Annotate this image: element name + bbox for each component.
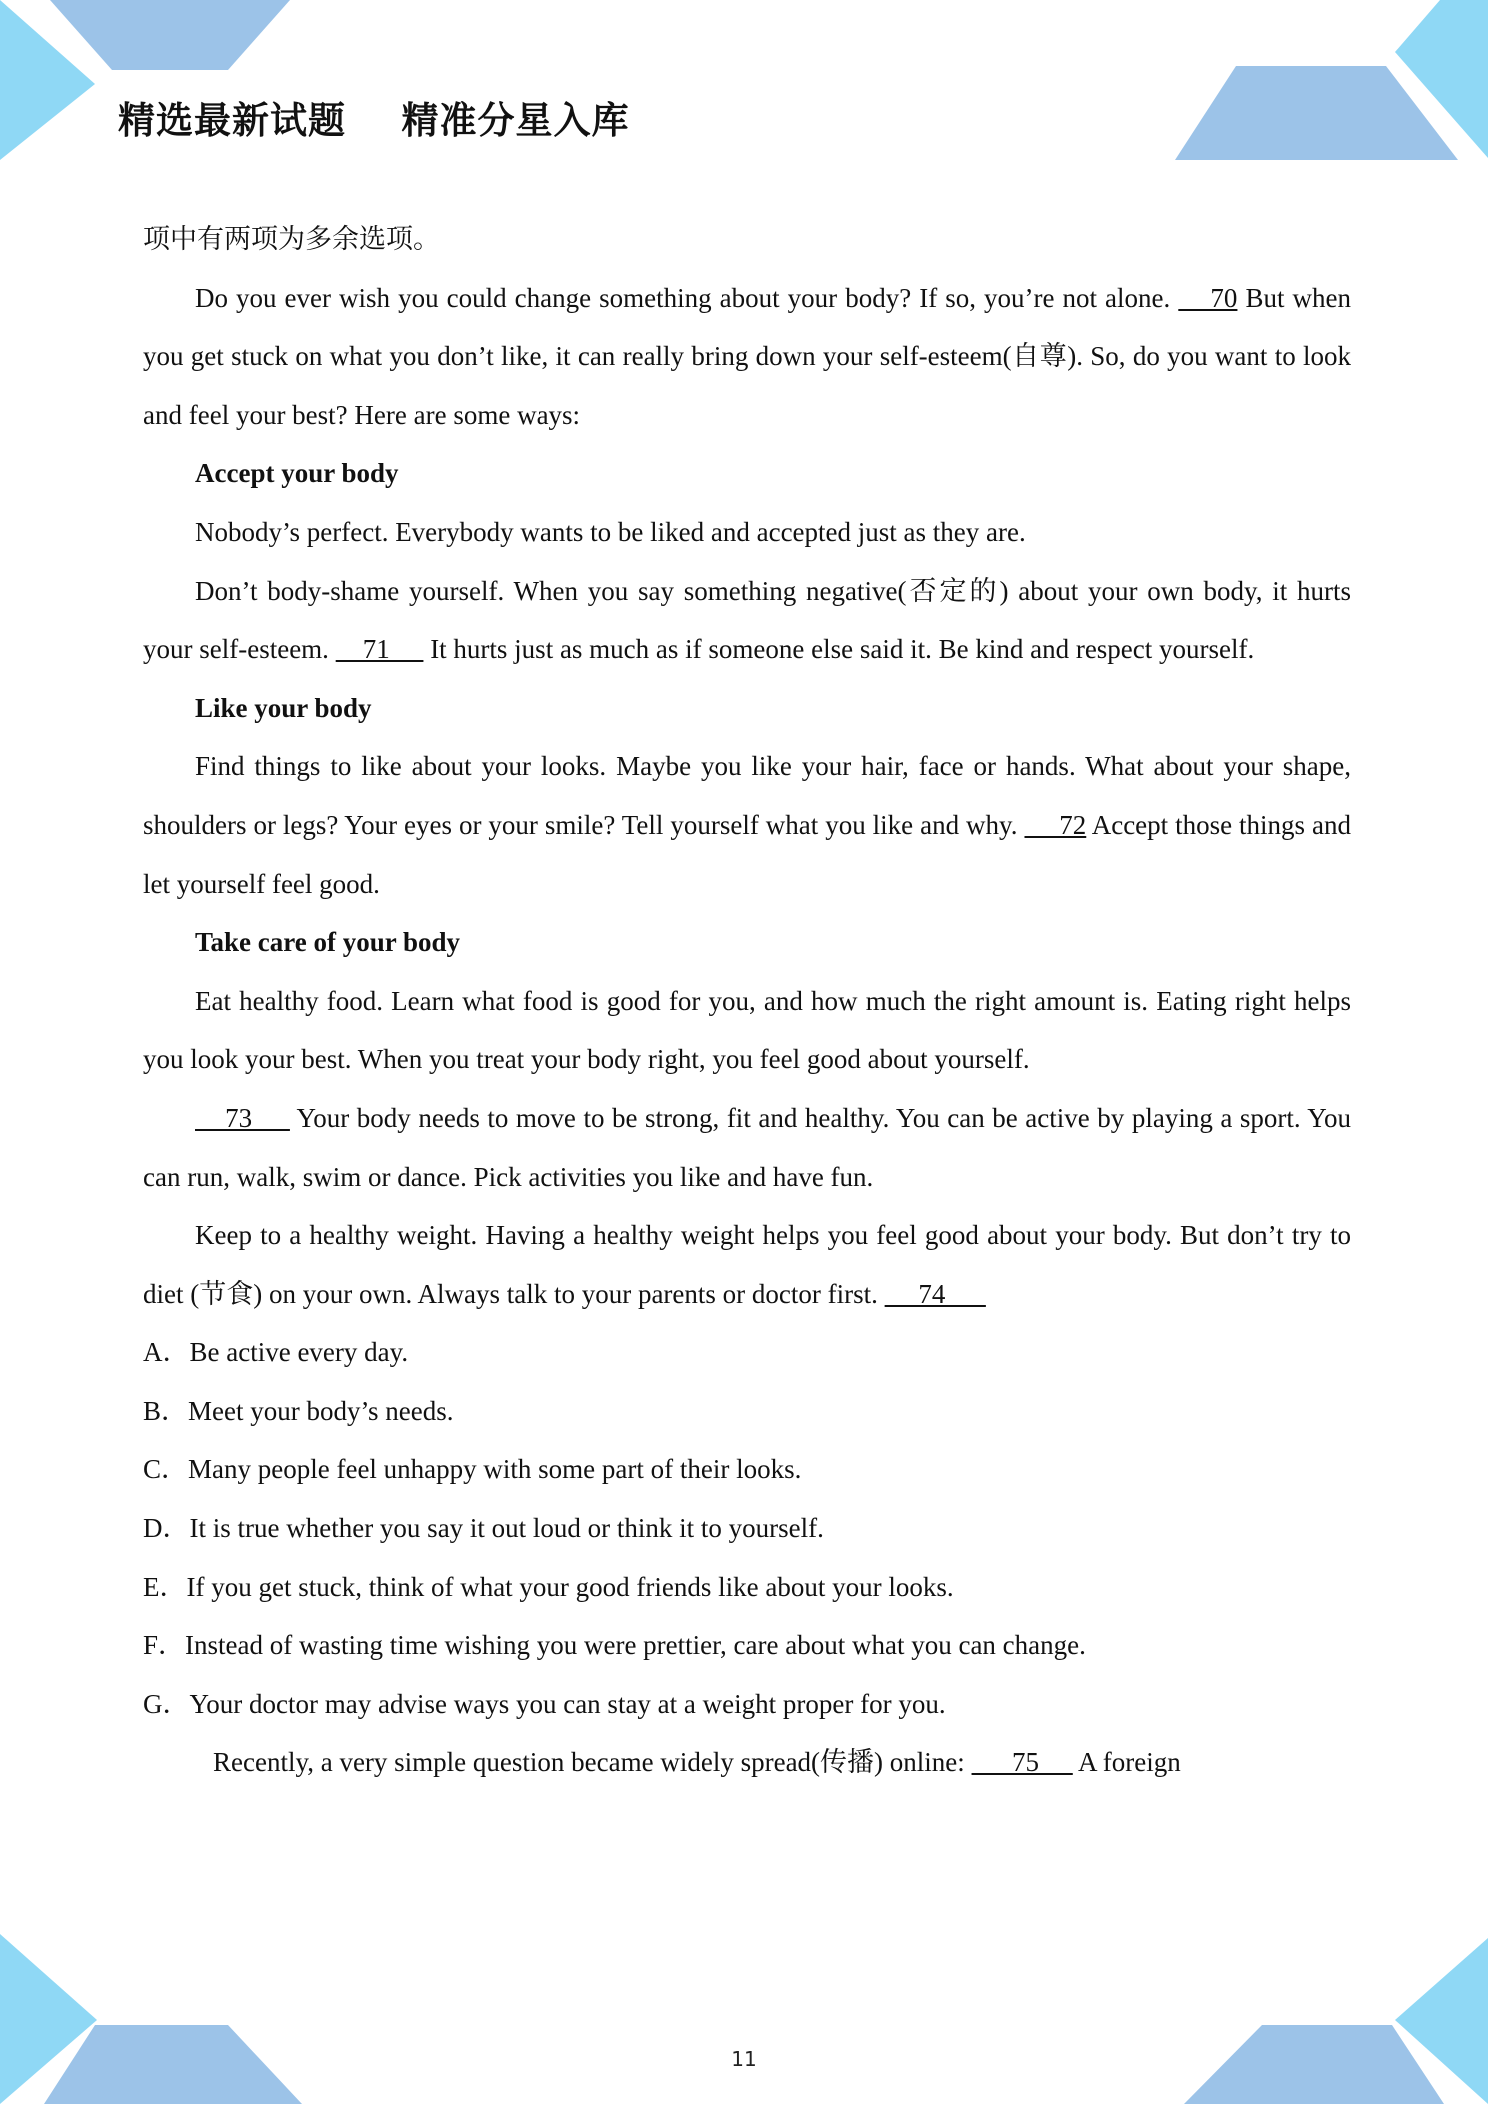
answer-blank: 73: [195, 1102, 290, 1133]
document-body: [143, 210, 1351, 1792]
answer-option: D．It is true whether you say it out loud or think it to yourself.: [143, 1513, 824, 1544]
answer-option: B．Meet your body’s needs.: [143, 1395, 454, 1426]
paragraph: [143, 1206, 1351, 1323]
paragraph: [143, 737, 1351, 913]
bottom-left-triangle: [0, 1934, 97, 2104]
text-run: It hurts just as much as if someone else said it. Be kind and respect yourself.: [423, 634, 1255, 665]
bottom-right-triangle: [1395, 1938, 1488, 2104]
answer-blank: 70: [1178, 282, 1238, 313]
top-right-trapezoid: [1175, 66, 1458, 160]
answer-option: C．Many people feel unhappy with some part of their looks.: [143, 1454, 802, 1485]
text-run: A foreign: [1072, 1747, 1181, 1778]
text-run: Find things to like about your looks. Maybe you like your hair, face or hands. What about your shape, shoulders or legs? Your eyes or your smile? Tell yourself what you like and why.: [143, 751, 1351, 840]
section-heading: Like your body: [195, 692, 372, 723]
answer-blank: 75: [971, 1747, 1073, 1778]
text-run: Accept those things and let yourself feel good.: [143, 809, 1352, 899]
top-left-trapezoid: [50, 0, 290, 70]
answer-option: E．If you get stuck, think of what your good friends like about your looks.: [143, 1571, 954, 1602]
answer-option: F．Instead of wasting time wishing you were prettier, care about what you can change.: [143, 1630, 1086, 1661]
paragraph: [143, 1733, 1351, 1792]
top-left-triangle: [0, 0, 95, 160]
text-run: Do you ever wish you could change something about your body? If so, you’re not alone.: [195, 282, 1179, 313]
answer-blank: 72: [1024, 809, 1087, 840]
header-title: 精选最新试题 精准分星入库: [118, 99, 630, 142]
text-run: Keep to a healthy weight. Having a healthy weight helps you feel good about your body. But don’t try to diet (节食) on your own. Always talk to your parents or doctor first.: [143, 1220, 1351, 1309]
answer-option: A．Be active every day.: [143, 1337, 409, 1368]
paragraph: 项中有两项为多余选项。: [143, 224, 440, 254]
text-run: Recently, a very simple question became widely spread(传播) online:: [213, 1747, 972, 1778]
text-run: Your body needs to move to be strong, fit and healthy. You can be active by playing a sport. You can run, walk, swim or dance. Pick activities you like and have fun.: [143, 1102, 1351, 1192]
paragraph: [143, 562, 1351, 679]
page-number: 11: [731, 2047, 757, 2071]
answer-option: G．Your doctor may advise ways you can stay at a weight proper for you.: [143, 1688, 946, 1719]
paragraph: [143, 269, 1351, 445]
paragraph: Eat healthy food. Learn what food is good for you, and how much the right amount is. Eating right helps you look your best. When you treat your body right, you feel good about yourself.: [143, 985, 1351, 1075]
section-heading: Take care of your body: [195, 927, 461, 958]
answer-blank: 74: [884, 1278, 986, 1309]
text-run: Don’t body-shame yourself. When you say something negative(否定的) about your own body, it hurts your self-esteem.: [143, 575, 1351, 665]
answer-blank: 71: [335, 634, 424, 665]
paragraph: Nobody’s perfect. Everybody wants to be liked and accepted just as they are.: [195, 516, 1026, 547]
top-right-triangle: [1395, 0, 1488, 158]
paragraph: [143, 1089, 1351, 1206]
text-run: But when you get stuck on what you don’t like, it can really bring down your self-esteem(自尊). So, do you want to look and feel your best? Here are some ways:: [143, 282, 1351, 430]
section-heading: Accept your body: [195, 458, 399, 489]
